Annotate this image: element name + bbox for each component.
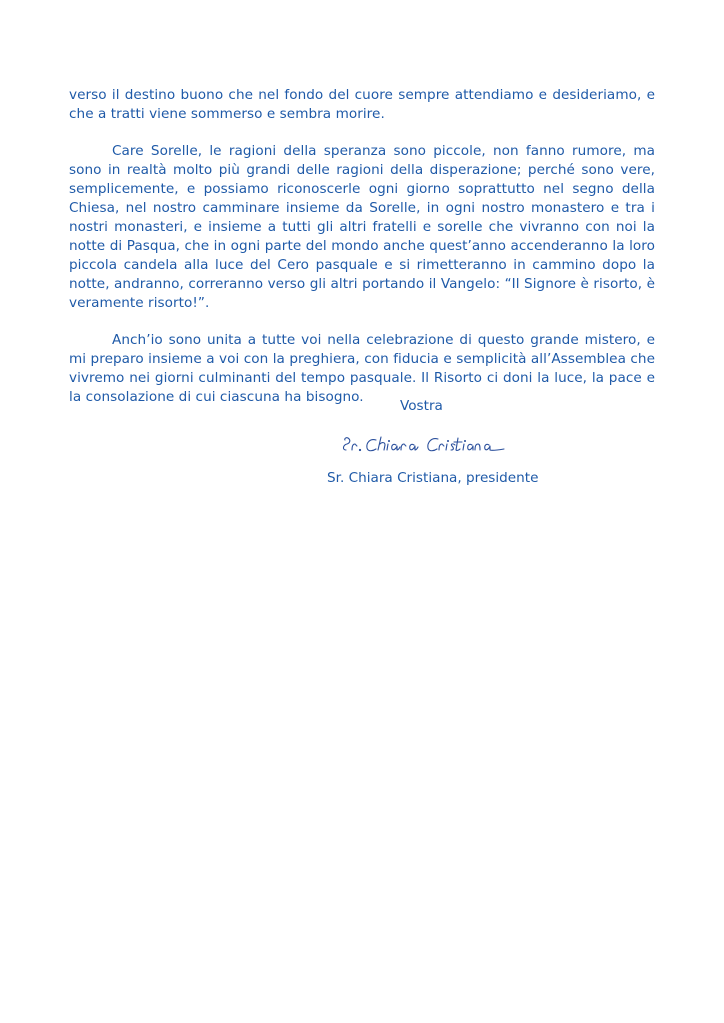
paragraph-assembly: Anch’io sono unita a tutte voi nella celebrazione di questo grande mistero, e mi preparo insieme a voi con la preghiera, con fiducia e semplicità all’Assemblea che vivremo nei giorni culminanti del tempo pasquale. Il Risorto ci doni la luce, la pace e la consolazione di cui ciascuna ha bisogno. bbox=[69, 332, 655, 405]
closing-salutation: Vostra bbox=[400, 398, 443, 414]
signer-name: Sr. Chiara Cristiana, presidente bbox=[327, 470, 539, 486]
handwritten-signature bbox=[340, 428, 520, 460]
letter-body bbox=[69, 86, 655, 425]
paragraph-hope: Care Sorelle, le ragioni della speranza sono piccole, non fanno rumore, ma sono in realtà molto più grandi delle ragioni della disperazione; perché sono vere, semplicemente, e possiamo riconoscerle ogni giorno soprattutto nel segno della Chiesa, nel nostro camminare insieme da Sorelle, in ogni nostro monastero e tra i nostri monasteri, e insieme a tutti gli altri fratelli e sorelle che vivranno con noi la notte di Pasqua, che in ogni parte del mondo anche quest’anno accenderanno la loro piccola candela alla luce del Cero pasquale e si rimetteranno in cammino dopo la notte, andranno, correranno verso gli altri portando il Vangelo: “Il Signore è risorto, è veramente risorto!”. bbox=[69, 143, 655, 311]
paragraph-continuation: verso il destino buono che nel fondo del cuore sempre attendiamo e desideriamo, e che a tratti viene sommerso e sembra morire. bbox=[69, 87, 655, 122]
